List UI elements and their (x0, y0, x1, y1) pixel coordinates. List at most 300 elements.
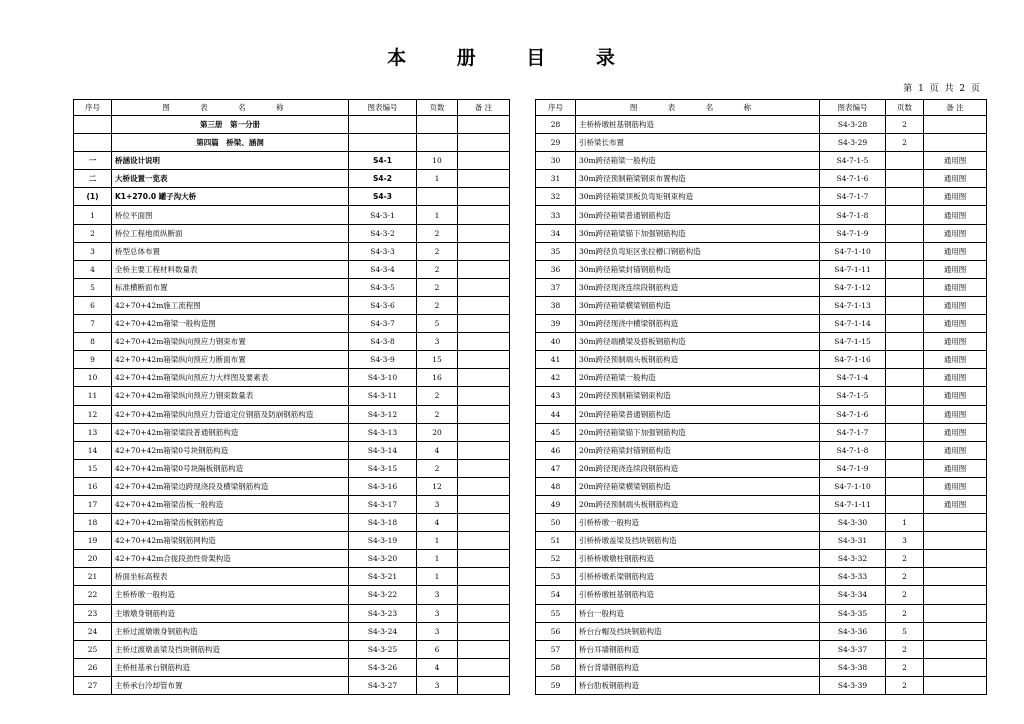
row-name: 42+70+42m箱梁纵向预应力钢束数量表 (112, 387, 349, 405)
row-note (458, 224, 510, 242)
row-note: 通用图 (924, 296, 987, 314)
row-name: 30m跨径现浇连续段钢筋构造 (576, 278, 820, 296)
row-pages: 2 (417, 296, 458, 314)
header-pages: 页数 (886, 100, 924, 116)
row-code: S4-7-1-8 (820, 206, 886, 224)
row-note (924, 134, 987, 152)
row-note (458, 586, 510, 604)
row-note: 通用图 (924, 278, 987, 296)
row-code: S4-3-23 (349, 604, 417, 622)
row-note (924, 604, 987, 622)
table-row (536, 477, 987, 495)
row-seq: 40 (536, 333, 576, 351)
row-pages: 3 (417, 333, 458, 351)
row-code: S4-7-1-10 (820, 242, 886, 260)
row-seq: 32 (536, 188, 576, 206)
row-seq (74, 134, 112, 152)
table-row (536, 495, 987, 513)
row-seq: 37 (536, 278, 576, 296)
table-header-row (536, 100, 987, 116)
row-name: 42+70+42m箱梁0号块隔板钢筋构造 (112, 459, 349, 477)
row-name: 42+70+42m合拢段劲性骨架构造 (112, 550, 349, 568)
table-row (74, 532, 510, 550)
row-name: 主桥桥墩一般构造 (112, 586, 349, 604)
row-note (458, 134, 510, 152)
row-name: 42+70+42m箱梁边跨现浇段及横梁钢筋构造 (112, 477, 349, 495)
row-name: 42+70+42m箱梁齿板钢筋构造 (112, 514, 349, 532)
row-seq: 59 (536, 676, 576, 694)
row-code: S4-3-19 (349, 532, 417, 550)
row-note (458, 495, 510, 513)
table-row (74, 477, 510, 495)
row-pages: 2 (886, 116, 924, 134)
row-code: S4-7-1-13 (820, 296, 886, 314)
row-code: S4-7-1-6 (820, 405, 886, 423)
row-note: 通用图 (924, 152, 987, 170)
header-name: 图 表 名 称 (112, 100, 349, 116)
table-row (74, 640, 510, 658)
table-row (536, 550, 987, 568)
table-row (74, 116, 510, 134)
row-note: 通用图 (924, 387, 987, 405)
table-row (74, 550, 510, 568)
row-code: S4-3-12 (349, 405, 417, 423)
row-name: 42+70+42m箱梁纵向预应力大样图及要素表 (112, 369, 349, 387)
row-code: S4-3-20 (349, 550, 417, 568)
row-name: 20m跨径箱梁锚下加强钢筋构造 (576, 423, 820, 441)
table-row (74, 152, 510, 170)
row-pages: 3 (417, 495, 458, 513)
row-code: S4-3-33 (820, 568, 886, 586)
table-row (74, 224, 510, 242)
row-note (924, 640, 987, 658)
row-note (458, 369, 510, 387)
row-code: S4-3-27 (349, 676, 417, 694)
row-name: 30m跨径箱梁横梁钢筋构造 (576, 296, 820, 314)
table-row (536, 640, 987, 658)
row-seq: 34 (536, 224, 576, 242)
row-name: 桥涵设计说明 (112, 152, 349, 170)
row-pages: 2 (417, 387, 458, 405)
header-code: 图表编号 (820, 100, 886, 116)
row-pages: 2 (417, 459, 458, 477)
table-row (536, 188, 987, 206)
row-seq: 39 (536, 315, 576, 333)
table-row (536, 387, 987, 405)
table-row (536, 278, 987, 296)
table-row (74, 441, 510, 459)
row-code: S4-7-1-11 (820, 495, 886, 513)
table-row (536, 514, 987, 532)
row-code: S4-7-1-6 (820, 170, 886, 188)
row-seq: 2 (74, 224, 112, 242)
row-name: 42+70+42m施工流程图 (112, 296, 349, 314)
table-row (536, 152, 987, 170)
table-row (536, 242, 987, 260)
table-row (74, 333, 510, 351)
row-seq: 57 (536, 640, 576, 658)
row-pages (417, 116, 458, 134)
row-code: S4-3-8 (349, 333, 417, 351)
row-code: S4-3-17 (349, 495, 417, 513)
header-name: 图 表 名 称 (576, 100, 820, 116)
row-seq: 11 (74, 387, 112, 405)
row-name: 30m跨径箱梁顶板负弯矩钢束构造 (576, 188, 820, 206)
row-pages: 1 (417, 550, 458, 568)
row-pages (886, 206, 924, 224)
row-note (458, 351, 510, 369)
row-name: 桥位工程地质纵断面 (112, 224, 349, 242)
row-seq: 13 (74, 423, 112, 441)
row-pages (886, 351, 924, 369)
table-row (74, 658, 510, 676)
row-seq: 25 (74, 640, 112, 658)
row-code: S4-3-5 (349, 278, 417, 296)
row-seq: 16 (74, 477, 112, 495)
row-code (349, 134, 417, 152)
row-pages: 2 (886, 604, 924, 622)
row-name: 桥位平面图 (112, 206, 349, 224)
row-code: S4-3-28 (820, 116, 886, 134)
row-pages: 16 (417, 369, 458, 387)
row-code: S4-3-37 (820, 640, 886, 658)
row-name: 引桥梁长布置 (576, 134, 820, 152)
row-note (458, 278, 510, 296)
row-note (924, 586, 987, 604)
row-code: S4-3 (349, 188, 417, 206)
row-seq: (1) (74, 188, 112, 206)
table-row (74, 387, 510, 405)
row-note (924, 676, 987, 694)
row-name: 42+70+42m箱梁纵向预应力断面布置 (112, 351, 349, 369)
row-seq: 1 (74, 206, 112, 224)
row-code: S4-3-7 (349, 315, 417, 333)
row-note (458, 423, 510, 441)
row-code: S4-3-16 (349, 477, 417, 495)
row-seq: 5 (74, 278, 112, 296)
row-note (458, 242, 510, 260)
row-code: S4-3-14 (349, 441, 417, 459)
row-pages (886, 333, 924, 351)
row-seq: 3 (74, 242, 112, 260)
header-note: 备 注 (924, 100, 987, 116)
table-row (74, 459, 510, 477)
header-pages: 页数 (417, 100, 458, 116)
row-pages (886, 423, 924, 441)
row-code: S4-3-36 (820, 622, 886, 640)
row-name: 大桥设置一览表 (112, 170, 349, 188)
row-name: 标准横断面布置 (112, 278, 349, 296)
row-name: 桥台台帽及挡块钢筋构造 (576, 622, 820, 640)
row-code: S4-7-1-9 (820, 459, 886, 477)
row-seq: 22 (74, 586, 112, 604)
table-row (74, 604, 510, 622)
table-row (536, 568, 987, 586)
row-code (349, 116, 417, 134)
row-name: 20m跨径现浇连续段钢筋构造 (576, 459, 820, 477)
row-code: S4-3-3 (349, 242, 417, 260)
row-note (458, 459, 510, 477)
row-note (458, 116, 510, 134)
row-code: S4-3-15 (349, 459, 417, 477)
row-pages (886, 278, 924, 296)
row-seq: 33 (536, 206, 576, 224)
row-note: 通用图 (924, 351, 987, 369)
row-code: S4-7-1-10 (820, 477, 886, 495)
row-pages (886, 387, 924, 405)
row-code: S4-2 (349, 170, 417, 188)
table-row (536, 423, 987, 441)
row-seq: 9 (74, 351, 112, 369)
row-seq: 21 (74, 568, 112, 586)
row-code: S4-3-4 (349, 260, 417, 278)
row-seq: 49 (536, 495, 576, 513)
row-pages: 2 (886, 550, 924, 568)
row-note (924, 658, 987, 676)
row-seq: 47 (536, 459, 576, 477)
table-row (536, 315, 987, 333)
row-code: S4-7-1-15 (820, 333, 886, 351)
row-pages: 2 (417, 224, 458, 242)
header-note: 备 注 (458, 100, 510, 116)
row-pages: 5 (886, 622, 924, 640)
row-pages: 1 (417, 206, 458, 224)
row-code: S4-3-13 (349, 423, 417, 441)
row-pages (886, 188, 924, 206)
table-row (74, 423, 510, 441)
row-note (458, 658, 510, 676)
table-row (536, 622, 987, 640)
row-code: S4-3-34 (820, 586, 886, 604)
row-seq: 24 (74, 622, 112, 640)
row-seq (74, 116, 112, 134)
table-row (536, 459, 987, 477)
row-note: 通用图 (924, 260, 987, 278)
row-seq: 8 (74, 333, 112, 351)
row-pages (886, 369, 924, 387)
table-row (74, 278, 510, 296)
table-row (74, 586, 510, 604)
contents-table-left (73, 99, 510, 695)
row-note: 通用图 (924, 206, 987, 224)
row-seq: 48 (536, 477, 576, 495)
row-name: 20m跨径箱梁横梁钢筋构造 (576, 477, 820, 495)
row-note (458, 514, 510, 532)
row-name: 42+70+42m箱梁纵向预应力钢束布置 (112, 333, 349, 351)
table-row (74, 568, 510, 586)
row-pages: 3 (417, 586, 458, 604)
row-pages (886, 152, 924, 170)
row-name: 第三册 第一分册 (112, 116, 349, 134)
table-header-row (74, 100, 510, 116)
header-seq: 序号 (74, 100, 112, 116)
page-info: 第 1 页 共 2 页 (903, 84, 980, 94)
row-pages: 2 (417, 405, 458, 423)
row-pages (886, 224, 924, 242)
row-seq: 14 (74, 441, 112, 459)
row-seq: 56 (536, 622, 576, 640)
row-pages: 3 (417, 604, 458, 622)
row-pages (886, 170, 924, 188)
table-row (536, 604, 987, 622)
table-row (536, 586, 987, 604)
row-note (458, 441, 510, 459)
row-pages: 2 (417, 242, 458, 260)
row-note (458, 604, 510, 622)
row-name: 30m跨径端横梁及搭板钢筋构造 (576, 333, 820, 351)
row-pages: 3 (417, 676, 458, 694)
row-pages (886, 459, 924, 477)
row-seq: 28 (536, 116, 576, 134)
row-seq: 43 (536, 387, 576, 405)
row-name: 桥型总体布置 (112, 242, 349, 260)
row-name: 桥台一般构造 (576, 604, 820, 622)
row-note (458, 206, 510, 224)
row-seq: 55 (536, 604, 576, 622)
row-code: S4-3-31 (820, 532, 886, 550)
row-code: S4-3-32 (820, 550, 886, 568)
row-code: S4-3-39 (820, 676, 886, 694)
row-pages: 3 (886, 532, 924, 550)
row-code: S4-7-1-16 (820, 351, 886, 369)
row-name: 引桥桥墩盖梁及挡块钢筋构造 (576, 532, 820, 550)
row-name: 42+70+42m箱梁纵向预应力管道定位钢筋及防崩钢筋构造 (112, 405, 349, 423)
row-name: 30m跨径预制箱梁钢束布置构造 (576, 170, 820, 188)
row-name: 桥台耳墙钢筋构造 (576, 640, 820, 658)
table-row (536, 676, 987, 694)
row-name: 引桥桥墩一般构造 (576, 514, 820, 532)
row-note: 通用图 (924, 369, 987, 387)
row-note (924, 550, 987, 568)
row-seq: 50 (536, 514, 576, 532)
row-seq: 51 (536, 532, 576, 550)
row-name: 主桥承台冷却管布置 (112, 676, 349, 694)
table-row (74, 206, 510, 224)
row-note (458, 188, 510, 206)
row-note (924, 622, 987, 640)
row-pages: 1 (417, 568, 458, 586)
row-note (924, 532, 987, 550)
row-seq: 26 (74, 658, 112, 676)
row-note (458, 296, 510, 314)
table-row (74, 495, 510, 513)
table-row (536, 224, 987, 242)
row-note: 通用图 (924, 423, 987, 441)
row-name: 30m跨径箱梁封锚钢筋构造 (576, 260, 820, 278)
row-pages: 2 (886, 134, 924, 152)
row-pages: 2 (886, 658, 924, 676)
row-name: 全桥主要工程材料数量表 (112, 260, 349, 278)
row-pages (886, 242, 924, 260)
row-name: 30m跨径负弯矩区张拉槽口钢筋构造 (576, 242, 820, 260)
row-seq: 一 (74, 152, 112, 170)
table-row (536, 441, 987, 459)
row-note (458, 550, 510, 568)
row-seq: 36 (536, 260, 576, 278)
row-pages (417, 134, 458, 152)
row-note (458, 152, 510, 170)
row-pages: 2 (886, 568, 924, 586)
row-seq: 二 (74, 170, 112, 188)
row-pages: 4 (417, 514, 458, 532)
row-note: 通用图 (924, 333, 987, 351)
page-title: 本 册 目 录 (387, 47, 637, 69)
row-name: 第四篇 桥梁、涵洞 (112, 134, 349, 152)
row-seq: 35 (536, 242, 576, 260)
row-note (458, 170, 510, 188)
row-seq: 45 (536, 423, 576, 441)
row-seq: 31 (536, 170, 576, 188)
table-row (536, 134, 987, 152)
table-row (536, 333, 987, 351)
row-note (458, 477, 510, 495)
row-code: S4-3-11 (349, 387, 417, 405)
table-row (536, 532, 987, 550)
row-pages: 1 (886, 514, 924, 532)
row-note (924, 568, 987, 586)
row-pages: 1 (417, 532, 458, 550)
row-pages (886, 315, 924, 333)
row-note (458, 640, 510, 658)
row-code: S4-3-25 (349, 640, 417, 658)
header-code: 图表编号 (349, 100, 417, 116)
row-name: 桥面坐标高程表 (112, 568, 349, 586)
row-pages: 2 (886, 640, 924, 658)
row-name: 20m跨径预制端头板钢筋构造 (576, 495, 820, 513)
row-name: 20m跨径箱梁一般构造 (576, 369, 820, 387)
row-code: S4-7-1-7 (820, 423, 886, 441)
row-code: S4-3-35 (820, 604, 886, 622)
row-pages: 2 (417, 278, 458, 296)
row-note: 通用图 (924, 495, 987, 513)
row-seq: 27 (74, 676, 112, 694)
row-seq: 12 (74, 405, 112, 423)
row-pages: 6 (417, 640, 458, 658)
row-code: S4-7-1-14 (820, 315, 886, 333)
table-row (536, 405, 987, 423)
table-row (536, 116, 987, 134)
row-seq: 58 (536, 658, 576, 676)
row-seq: 17 (74, 495, 112, 513)
row-note (458, 532, 510, 550)
row-code: S4-7-1-11 (820, 260, 886, 278)
row-code: S4-3-2 (349, 224, 417, 242)
row-note (924, 514, 987, 532)
row-name: 20m跨径箱梁封锚钢筋构造 (576, 441, 820, 459)
row-seq: 19 (74, 532, 112, 550)
row-name: 桥台背墙钢筋构造 (576, 658, 820, 676)
table-row (74, 170, 510, 188)
row-seq: 20 (74, 550, 112, 568)
row-seq: 52 (536, 550, 576, 568)
table-row (74, 188, 510, 206)
header-seq: 序号 (536, 100, 576, 116)
row-code: S4-3-38 (820, 658, 886, 676)
table-row (74, 622, 510, 640)
row-seq: 23 (74, 604, 112, 622)
row-code: S4-3-1 (349, 206, 417, 224)
row-pages (886, 405, 924, 423)
row-code: S4-7-1-9 (820, 224, 886, 242)
table-row (536, 369, 987, 387)
table-row (74, 315, 510, 333)
table-row (74, 676, 510, 694)
table-row (536, 658, 987, 676)
row-note (924, 116, 987, 134)
row-note: 通用图 (924, 315, 987, 333)
row-seq: 10 (74, 369, 112, 387)
row-name: 主墩墩身钢筋构造 (112, 604, 349, 622)
